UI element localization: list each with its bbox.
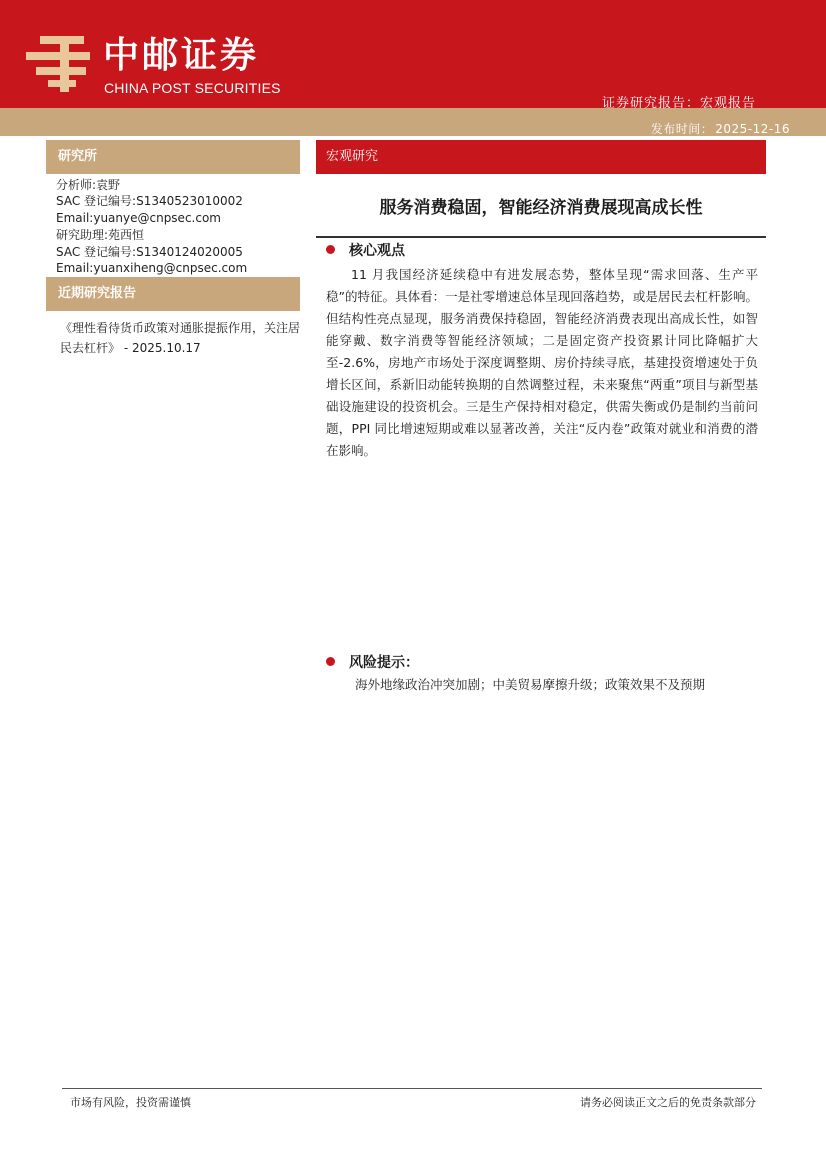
analyst-sac: SAC 登记编号:S1340523010002 [56,194,243,208]
publish-date-label: 发布时间： [650,122,714,136]
analyst-email[interactable]: Email:yuanye@cnpsec.com [56,211,221,225]
brand-name-en: CHINA POST SECURITIES [104,80,281,96]
assistant-name: 研究助理:苑西恒 [56,228,145,242]
publish-date [649,120,790,137]
report-title: 服务消费稳固，智能经济消费展现高成长性 [379,198,703,218]
risk-text: 海外地缘政治冲突加剧；中美贸易摩擦升级；政策效果不及预期 [355,677,706,692]
recent-reports-heading: 近期研究报告 [46,277,300,311]
core-view-heading-text: 核心观点 [349,243,405,259]
brand-name-cn: 中邮证券 [103,35,260,76]
risk-heading [326,652,419,672]
core-view-text: 11 月我国经济延续稳中有进发展态势，整体呈现“需求回落、生产平稳”的特征。具体看：一是社零增速总体呈现回落趋势，或是居民去杠杆影响。但结构性亮点显现，服务消费保持稳固，智能经济消费表现出高成长性，如智能穿戴、数字消费等智能经济领域；二是固定资产投资累计同比降幅扩大至-2.6%，房地产市场处于深度调整期、房价持续寻底，基建投资增速处于负增长区间，系新旧动能转换期的自然调整过程，未来聚焦“两重”项目与新型基础设施建设的投资机会。三是生产保持相对稳定，供需失衡或仍是制约当前问题，PPI 同比增速短期或难以显著改善，关注“反内卷”政策对就业和消费的潜在影响。 [326,267,758,458]
analyst-name: 分析师:袁野 [56,178,121,192]
bullet-icon [326,657,335,666]
category-bar: 宏观研究 [316,140,766,174]
china-post-logo-icon [26,36,96,92]
footer-disclaimer-note: 请务必阅读正文之后的免责条款部分 [580,1096,756,1109]
risk-heading-text: 风险提示： [349,655,419,671]
footer-divider [62,1088,762,1089]
title-divider [316,236,766,238]
report-type: 证券研究报告：宏观报告 [601,96,756,111]
publish-date-value: 2025-12-16 [715,122,790,136]
assistant-email[interactable]: Email:yuanxiheng@cnpsec.com [56,261,248,275]
assistant-sac: SAC 登记编号:S1340124020005 [56,245,243,259]
footer-risk-note: 市场有风险，投资需谨慎 [70,1096,191,1109]
recent-report-item[interactable]: 《理性看待货币政策对通胀提振作用，关注居民去杠杆》 - 2025.10.17 [60,321,301,355]
bullet-icon [326,245,335,254]
institute-heading: 研究所 [46,140,300,174]
core-view-heading [326,240,405,260]
